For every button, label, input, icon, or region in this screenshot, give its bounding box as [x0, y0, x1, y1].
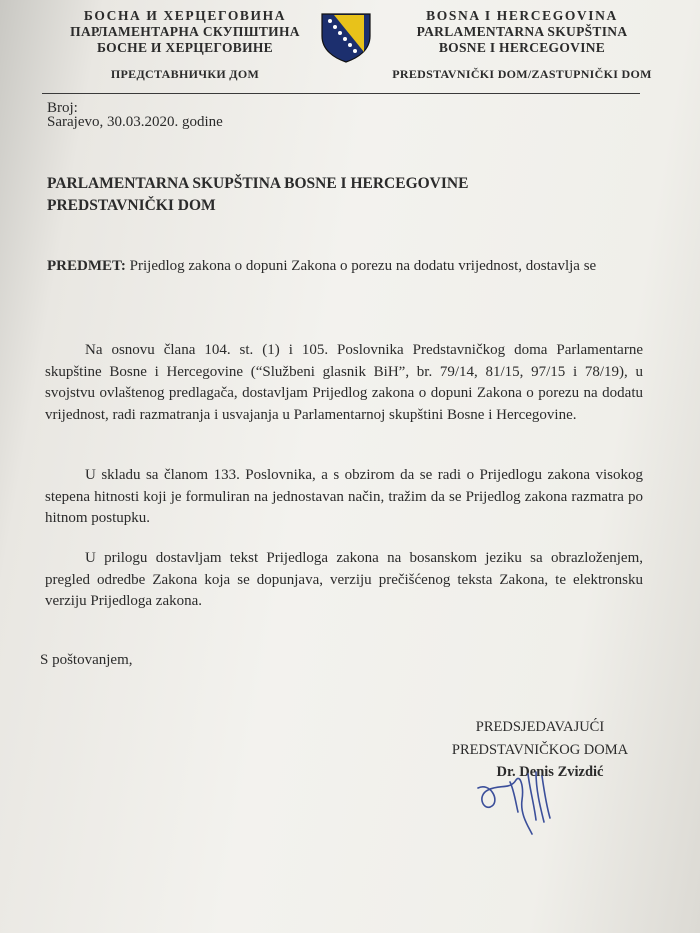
paragraph-text: Na osnovu člana 104. st. (1) i 105. Poslovnika Predstavničkog doma Parlamentarne skupštine Bosne i Hercegovine (“Službeni glasnik BiH”, br. 79/14, 81/15, 97/15 i 78/19), u svojstvu ovlaštenog predlagača, dostavljam Prijedlog zakona o dopuni Zakona o porezu na dodatu vrijednost, radi razmatranja i usvajanja u Parlamentarnoj skupštini Bosne i Hercegovine. — [45, 342, 643, 423]
header-line: БОСНЕ И ХЕРЦЕГОВИНЕ — [97, 40, 273, 55]
closing: S poštovanjem, — [40, 652, 133, 668]
header-line: PARLAMENTARNA SKUPŠTINA — [416, 24, 628, 39]
header-line: БОСНА И ХЕРЦЕГОВИНА — [83, 8, 287, 23]
reference-number: Broj: — [47, 100, 78, 116]
subject-text: Prijedlog zakona o dopuni Zakona o porezu na dodatu vrijednost, dostavlja se — [125, 258, 597, 274]
header-right-latin — [372, 8, 672, 82]
header-line: ПАРЛАМЕНТАРНА СКУПШТИНА — [70, 24, 300, 39]
subject-label: PREDMET: — [47, 258, 126, 274]
body-paragraph — [45, 465, 643, 530]
place-date: Sarajevo, 30.03.2020. godine — [47, 114, 223, 130]
header-sub: PREDSTAVNIČKI DOM/ZASTUPNIČKI DOM — [392, 67, 652, 81]
addressee-line: PREDSTAVNIČKI DOM — [47, 196, 216, 214]
header-divider — [42, 93, 640, 94]
addressee — [47, 173, 468, 216]
subject-line — [47, 256, 596, 277]
header-sub: ПРЕДСТАВНИЧКИ ДОМ — [110, 67, 260, 81]
bih-coat-of-arms-icon — [318, 12, 374, 64]
signatory-name: Dr. Denis Zvizdić — [496, 764, 604, 780]
paragraph-text: U skladu sa članom 133. Poslovnika, a s obzirom da se radi o Prijedlogu zakona visokog stepena hitnosti koji je formuliran na jednostavan način, tražim da se Prijedlog zakona razmatra po hitnom postupku. — [45, 467, 643, 526]
header-left-cyrillic — [55, 8, 315, 82]
addressee-line: PARLAMENTARNA SKUPŠTINA BOSNE I HERCEGOVINE — [47, 175, 469, 192]
body-paragraph — [45, 340, 643, 426]
signatory-title: PREDSTAVNIČKOG DOMA — [451, 742, 629, 758]
paragraph-text: U prilogu dostavljam tekst Prijedloga zakona na bosanskom jeziku sa obrazloženjem, pregled odredbe Zakona koja se dopunjava, verziju prečišćenog teksta Zakona, te elektronsku verziju Prijedloga zakona. — [45, 550, 643, 609]
header-line: BOSNE I HERCEGOVINE — [438, 40, 606, 55]
signatory-title: PREDSJEDAVAJUĆI — [475, 719, 605, 735]
header-line: BOSNA I HERCEGOVINA — [426, 8, 618, 23]
body-paragraph — [45, 548, 643, 613]
handwritten-signature-icon — [470, 760, 580, 840]
